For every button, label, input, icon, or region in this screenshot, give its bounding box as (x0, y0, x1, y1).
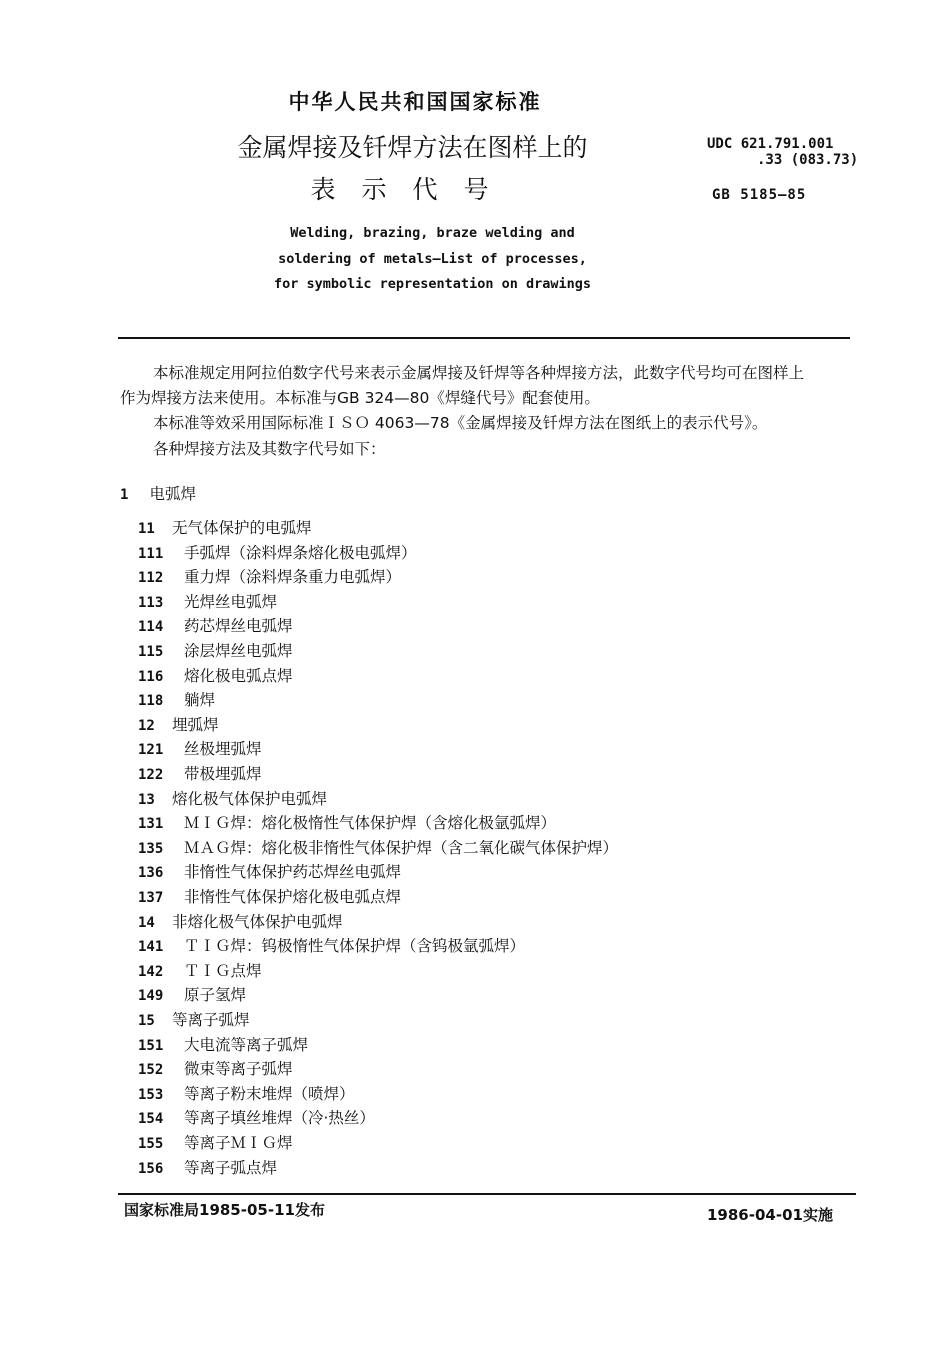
process-code: 12 (138, 717, 155, 734)
list-item (138, 1106, 375, 1128)
process-code: 142 (138, 963, 164, 980)
process-code: 14 (138, 914, 155, 931)
list-item (138, 614, 293, 636)
english-title-line3: for symbolic representation on drawings (274, 276, 591, 292)
english-title-line1: Welding, brazing, braze welding and (290, 225, 575, 241)
list-item (138, 688, 215, 710)
process-name: 埋弧焊 (172, 715, 219, 734)
process-name: ＴＩＧ焊：钨极惰性气体保护焊（含钨极氩弧焊） (184, 937, 526, 956)
process-name: 非惰性气体保护药芯焊丝电弧焊 (184, 863, 402, 882)
process-name: 重力焊（涂料焊条重力电弧焊） (184, 568, 402, 587)
process-code: 122 (138, 767, 164, 783)
gb-standard-number: GB 5185—85 (712, 187, 807, 203)
process-code: 13 (138, 791, 155, 808)
intro-paragraph-line4: 各种焊接方法及其数字代号如下： (153, 440, 386, 458)
list-item (138, 737, 262, 759)
process-name: 微束等离子弧焊 (184, 1060, 293, 1079)
process-name: 丝极埋弧焊 (184, 740, 262, 759)
process-code: 115 (138, 644, 164, 660)
list-item (138, 1033, 308, 1055)
list-item (138, 1057, 293, 1079)
process-name: 等离子弧点焊 (184, 1158, 278, 1177)
process-name: 无气体保护的电弧焊 (172, 519, 312, 537)
list-item (138, 836, 618, 858)
footer-divider (118, 1193, 856, 1195)
process-code: 137 (138, 890, 164, 906)
english-title-line2: soldering of metals—List of processes, (278, 251, 587, 267)
process-code: 116 (138, 668, 164, 685)
process-name: 躺焊 (184, 691, 216, 710)
document-title-line1: 金属焊接及钎焊方法在图样上的 (237, 133, 588, 162)
process-name: 等离子填丝堆焊（冷·热丝） (184, 1109, 375, 1128)
process-code: 156 (138, 1160, 164, 1177)
process-code: 118 (138, 693, 164, 710)
process-name: 等离子弧焊 (172, 1011, 250, 1029)
process-code: 141 (138, 939, 164, 956)
list-item (138, 1008, 250, 1030)
list-item (138, 811, 556, 833)
process-code: 149 (138, 988, 164, 1005)
intro-paragraph-line3: 本标准等效采用国际标准ＩＳＯ 4063—78《金属焊接及钎焊方法在图纸上的表示代号》。 (153, 414, 768, 432)
issue-date: 国家标准局1985-05-11发布 (124, 1201, 325, 1219)
process-code: 111 (138, 545, 164, 562)
section-number: 1 (120, 487, 129, 503)
list-item (138, 959, 262, 981)
intro-paragraph-line1: 本标准规定用阿拉伯数字代号来表示金属焊接及钎焊等各种焊接方法，此数字代号均可在图样上 (153, 364, 805, 382)
process-code: 136 (138, 865, 164, 882)
list-item (138, 934, 525, 956)
list-item (138, 664, 293, 686)
process-name: ＭＩＧ焊：熔化极惰性气体保护焊（含熔化极氩弧焊） (184, 814, 557, 833)
national-standard-heading: 中华人民共和国国家标准 (288, 90, 542, 114)
list-item (138, 541, 417, 563)
process-code: 131 (138, 816, 164, 833)
list-item (138, 639, 293, 661)
process-code: 151 (138, 1037, 164, 1054)
list-item (138, 910, 343, 932)
list-item (138, 860, 401, 882)
udc-code-line2: .33 (083.73) (757, 152, 859, 168)
list-item (138, 983, 246, 1005)
section-heading (120, 482, 196, 504)
process-name: 带极埋弧焊 (184, 765, 262, 783)
list-item (138, 1156, 277, 1178)
process-name: 药芯焊丝电弧焊 (184, 617, 293, 636)
process-name: 大电流等离子弧焊 (184, 1035, 309, 1054)
process-name: 熔化极电弧点焊 (184, 666, 293, 685)
section-title: 电弧焊 (149, 485, 197, 503)
udc-code-line1: UDC 621.791.001 (707, 136, 834, 152)
process-name: ＴＩＧ点焊 (184, 961, 262, 980)
list-item (138, 516, 312, 538)
list-item (138, 1082, 355, 1104)
process-name: 熔化极气体保护电弧焊 (172, 789, 328, 808)
process-code: 121 (138, 742, 164, 759)
effective-date: 1986-04-01实施 (707, 1206, 833, 1224)
list-item (138, 762, 262, 784)
process-code: 152 (138, 1062, 164, 1079)
header-divider (118, 337, 850, 339)
process-name: 非惰性气体保护熔化极电弧点焊 (184, 888, 402, 906)
document-title-line2: 表示代号 (310, 175, 515, 204)
list-item (138, 565, 401, 587)
process-name: 非熔化极气体保护电弧焊 (172, 912, 343, 931)
list-item (138, 885, 401, 907)
process-code: 155 (138, 1136, 164, 1152)
process-name: 原子氢焊 (184, 986, 247, 1005)
list-item (138, 787, 327, 809)
process-code: 112 (138, 570, 164, 587)
process-code: 15 (138, 1013, 155, 1029)
process-name: 涂层焊丝电弧焊 (184, 642, 293, 660)
process-code: 135 (138, 840, 164, 857)
process-name: 手弧焊（涂料焊条熔化极电弧焊） (184, 543, 417, 562)
list-item (138, 1131, 293, 1153)
process-code: 153 (138, 1086, 164, 1103)
process-code: 114 (138, 619, 164, 636)
list-item (138, 590, 277, 612)
process-code: 154 (138, 1111, 164, 1128)
process-name: 光焊丝电弧焊 (184, 592, 278, 611)
process-name: 等离子粉末堆焊（喷焊） (184, 1084, 355, 1103)
process-name: 等离子ＭＩＧ焊 (184, 1134, 293, 1152)
process-name: ＭＡＧ焊：熔化极非惰性气体保护焊（含二氧化碳气体保护焊） (184, 838, 619, 857)
process-code: 113 (138, 594, 164, 611)
intro-paragraph-line2: 作为焊接方法来使用。本标准与GB 324—80《焊缝代号》配套使用。 (120, 389, 600, 407)
list-item (138, 713, 219, 735)
process-code: 11 (138, 521, 155, 537)
